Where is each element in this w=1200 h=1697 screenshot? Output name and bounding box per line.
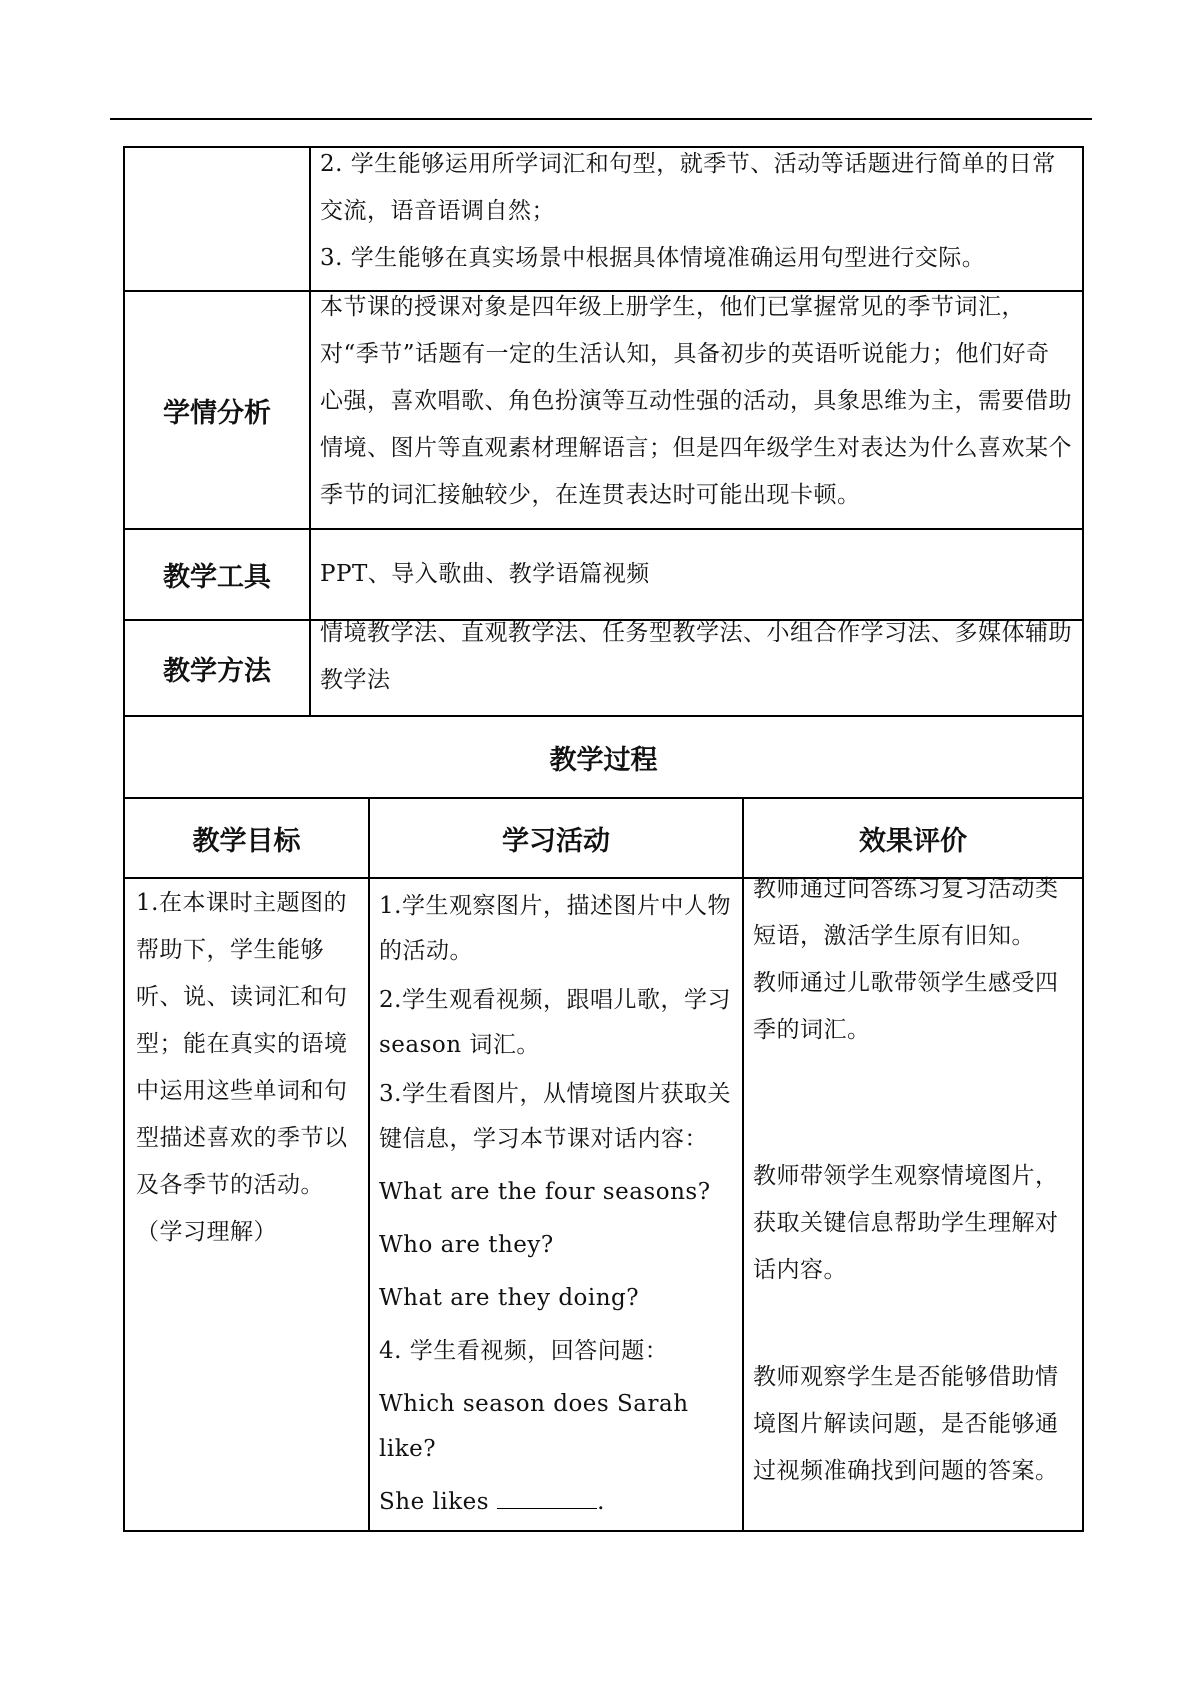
answer-blank — [497, 1486, 597, 1509]
objective-item-2: 2. 学生能够运用所学词汇和句型，就季节、活动等话题进行简单的日常交流，语音语调自然； — [320, 151, 1056, 224]
header-rule — [110, 118, 1092, 120]
column-header-activities: 学习活动 — [502, 825, 610, 857]
learner-analysis-label: 学情分析 — [163, 397, 271, 429]
activities-list — [379, 884, 735, 1525]
column-header-goal: 教学目标 — [192, 825, 301, 857]
activity-question: What are the four seasons? — [379, 1179, 711, 1205]
methods-text: 情境教学法、直观教学法、任务型教学法、小组合作学习法、多媒体辅助教学法 — [320, 620, 1072, 693]
fill-blank-suffix: . — [597, 1489, 605, 1515]
evaluation-1: 教师通过问答练习复习活动类短语，激活学生原有旧知。 — [753, 876, 1059, 949]
activity-item: 1.学生观察图片，描述图片中人物的活动。 — [379, 893, 731, 964]
activity-question: What are they doing? — [379, 1285, 640, 1311]
tools-text: PPT、导入歌曲、教学语篇视频 — [320, 561, 650, 587]
objectives-continued — [320, 141, 1072, 282]
fill-blank-prefix: She likes — [379, 1489, 490, 1515]
activity-fill-blank — [379, 1480, 735, 1525]
evaluation-4: 教师观察学生是否能够借助情境图片解读问题，是否能够通过视频准确找到问题的答案。 — [753, 1364, 1059, 1484]
tools-label: 教学工具 — [163, 562, 271, 593]
activity-question: Who are they? — [379, 1232, 554, 1258]
methods-label: 教学方法 — [163, 655, 271, 687]
activity-item: 3.学生看图片，从情境图片获取关键信息，学习本节课对话内容： — [379, 1081, 731, 1152]
evaluation-2: 教师通过儿歌带领学生感受四季的词汇。 — [753, 970, 1059, 1043]
column-header-evaluation: 效果评价 — [859, 825, 967, 857]
objective-item-3: 3. 学生能够在真实场景中根据具体情境准确运用句型进行交际。 — [320, 245, 986, 271]
evaluation-3: 教师带领学生观察情境图片，获取关键信息帮助学生理解对话内容。 — [753, 1163, 1059, 1283]
process-title: 教学过程 — [549, 744, 658, 776]
activity-question: Which season does Sarah like? — [379, 1391, 689, 1462]
activity-item: 2.学生观看视频，跟唱儿歌，学习 season 词汇。 — [379, 987, 731, 1058]
activity-item: 4. 学生看视频，回答问题： — [379, 1338, 669, 1364]
learner-analysis-text: 本节课的授课对象是四年级上册学生，他们已掌握常见的季节词汇，对“季节”话题有一定的生活认知，具备初步的英语听说能力；他们好奇心强，喜欢唱歌、角色扮演等互动性强的活动，具象思维为主，需要借助情境、图片等直观素材理解语言；但是四年级学生对表达为什么喜欢某个季节的词汇接触较少，在连贯表达时可能出现卡顿。 — [320, 294, 1072, 508]
goal-text: 1.在本课时主题图的帮助下，学生能够听、说、读词汇和句型；能在真实的语境中运用这些单词和句型描述喜欢的季节以及各季节的活动。（学习理解） — [136, 890, 348, 1245]
